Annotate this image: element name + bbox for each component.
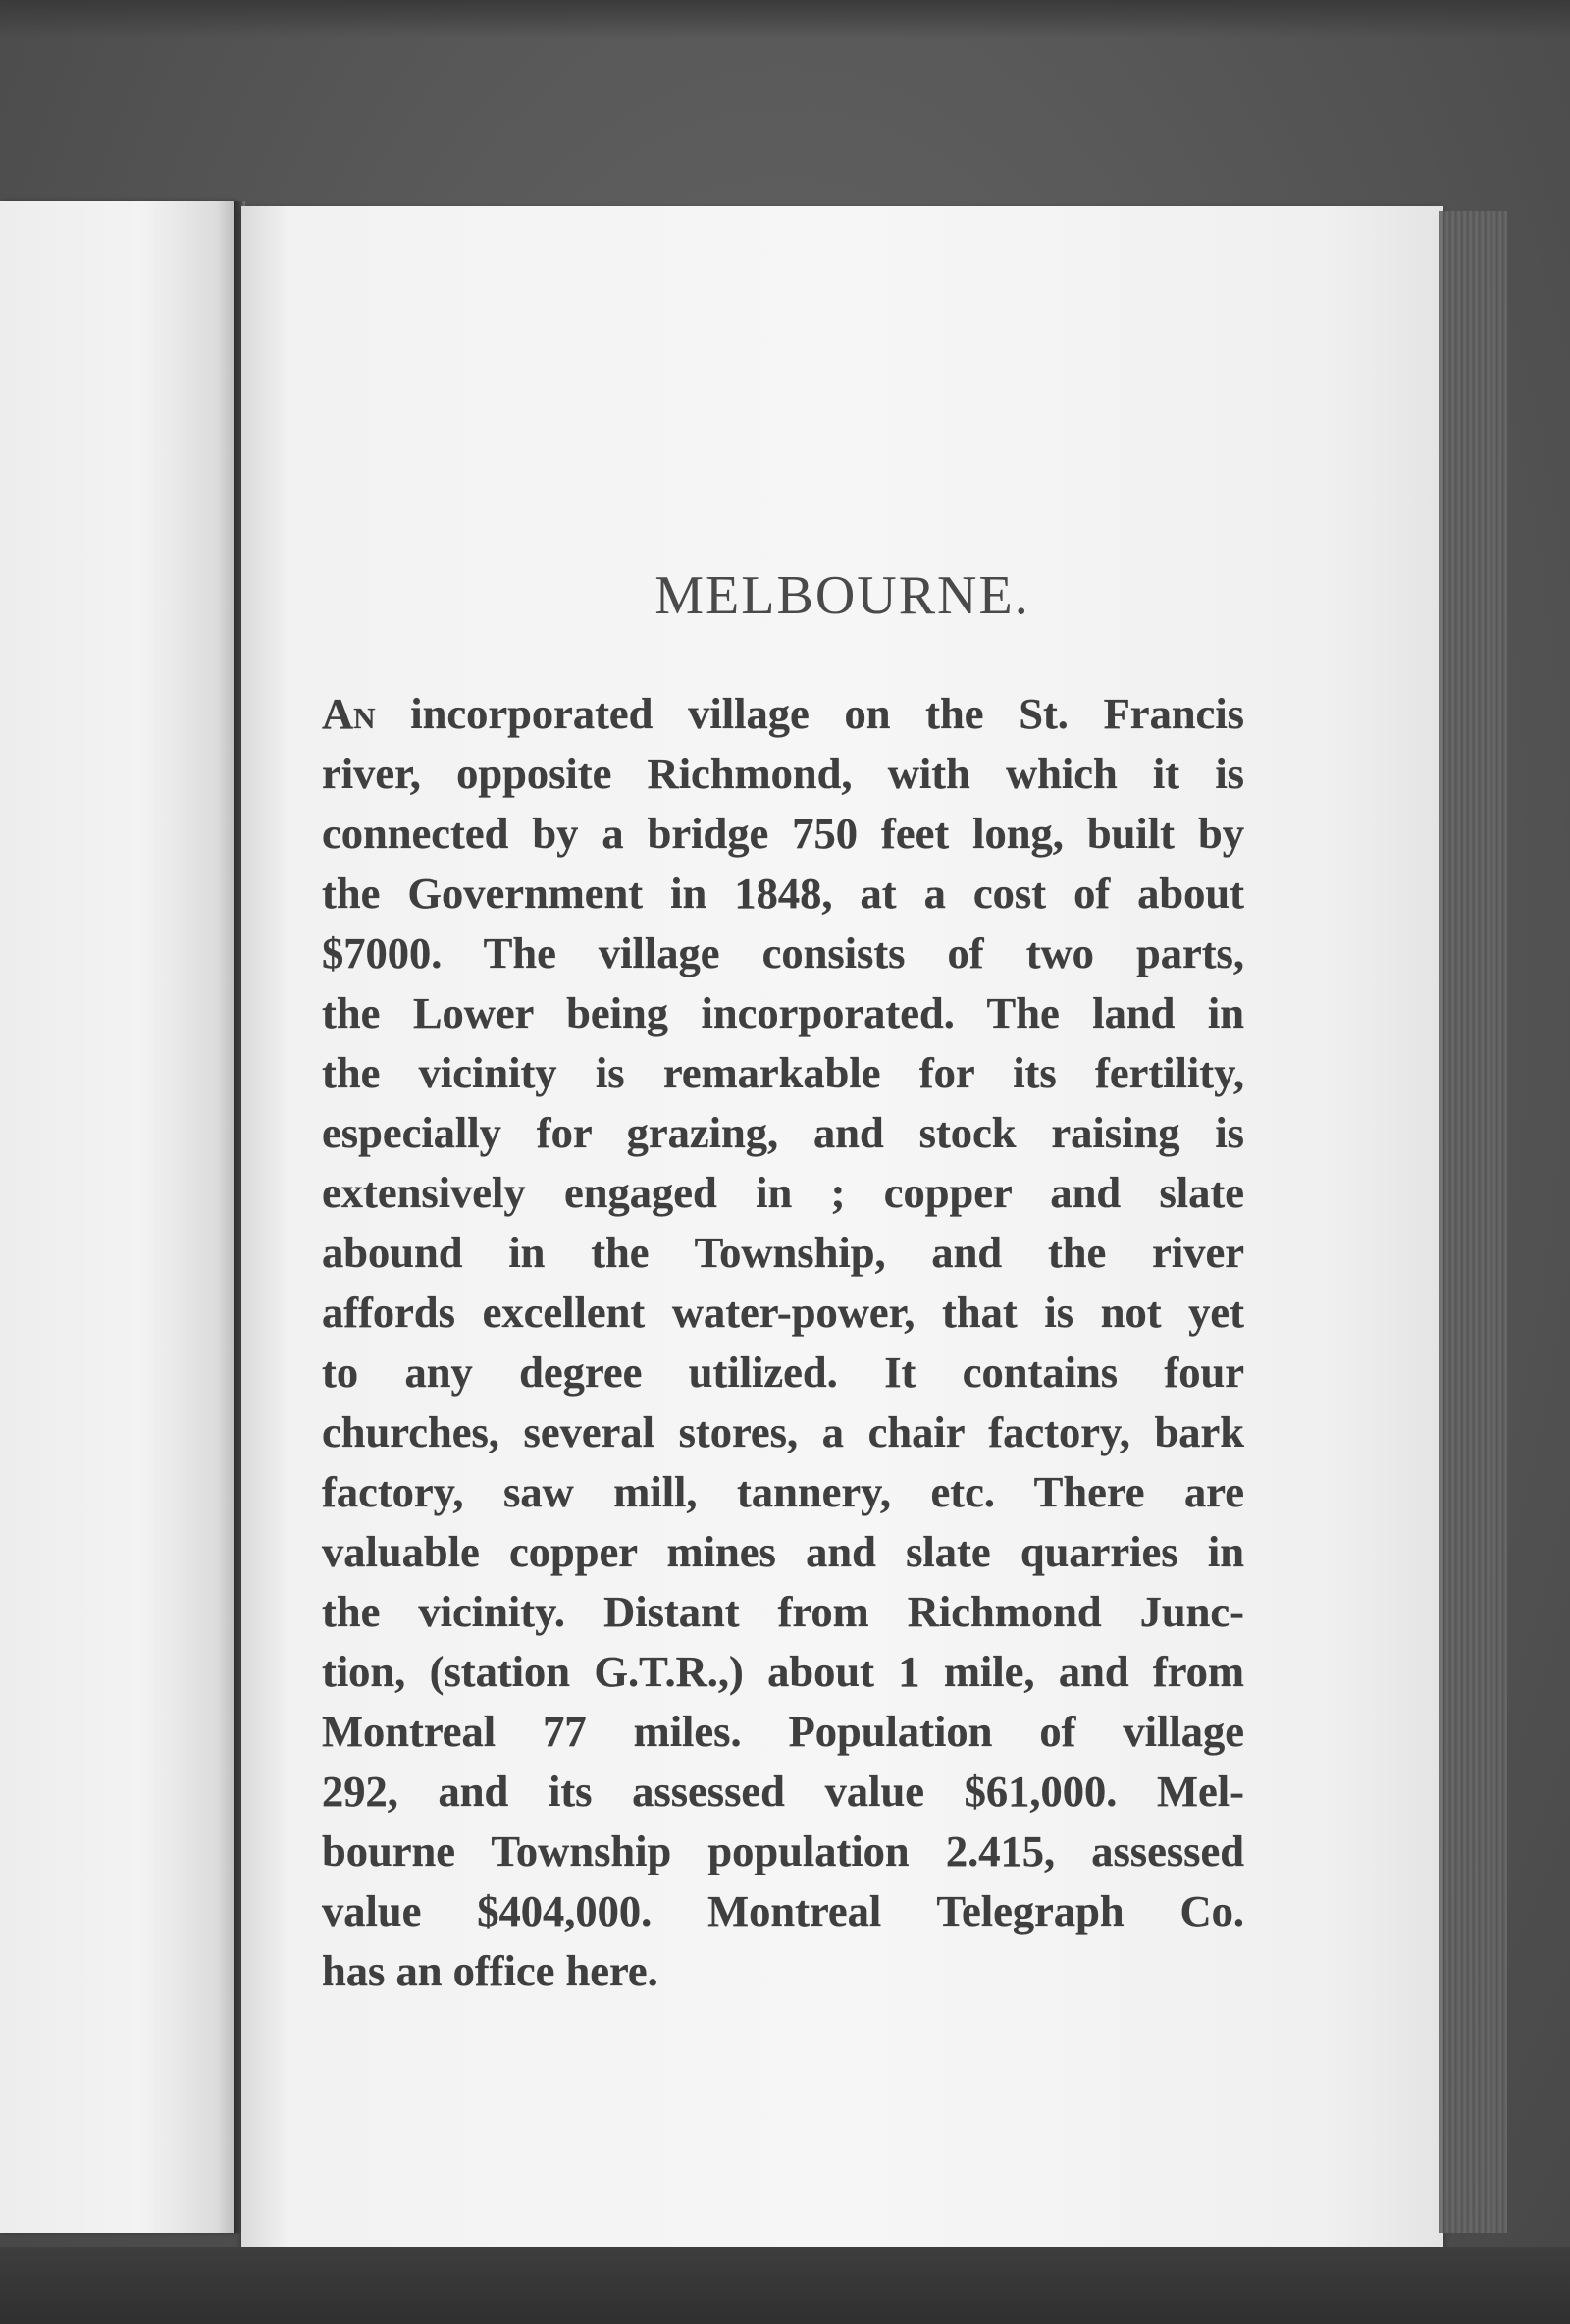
text-line: the vicinity. Distant from Richmond Junc- — [322, 1587, 1244, 1636]
text-line: has an office here. — [322, 1946, 658, 1995]
text-line: An incorporated village on the St. Francis — [322, 689, 1244, 738]
text-line: the Lower being incorporated. The land in — [322, 988, 1244, 1037]
body-paragraph — [322, 684, 1244, 2001]
text-line: Montreal 77 miles. Population of village — [322, 1707, 1244, 1756]
text-line: churches, several stores, a chair factory, bark — [322, 1407, 1244, 1456]
text-line: valuable copper mines and slate quarries in — [322, 1527, 1244, 1576]
text-line: 292, and its assessed value $61,000. Mel- — [322, 1767, 1244, 1816]
lead-word: An — [322, 689, 376, 738]
page-edges — [1439, 211, 1507, 2233]
text-line: extensively engaged in ; copper and slate — [322, 1168, 1244, 1217]
text-line: to any degree utilized. It contains four — [322, 1347, 1244, 1397]
text-line: affords excellent water-power, that is not yet — [322, 1288, 1244, 1337]
text-line: the Government in 1848, at a cost of about — [322, 869, 1244, 918]
text-line: value $404,000. Montreal Telegraph Co. — [322, 1886, 1244, 1935]
text-line: factory, saw mill, tannery, etc. There are — [322, 1467, 1244, 1516]
text-line: tion, (station G.T.R.,) about 1 mile, and from — [322, 1647, 1244, 1696]
text-line: the vicinity is remarkable for its fertility, — [322, 1048, 1244, 1097]
bottom-band — [0, 2247, 1570, 2324]
top-shadow — [0, 0, 1570, 39]
text-line: river, opposite Richmond, with which it is — [322, 749, 1244, 798]
text-line: bourne Township population 2.415, assessed — [322, 1826, 1244, 1875]
text-line: abound in the Township, and the river — [322, 1228, 1244, 1277]
left-page — [0, 201, 236, 2233]
text-line: $7000. The village consists of two parts, — [322, 928, 1244, 977]
page-title: MELBOURNE. — [654, 565, 1030, 626]
text-line: especially for grazing, and stock raising is — [322, 1108, 1244, 1157]
text-line: connected by a bridge 750 feet long, built by — [322, 809, 1244, 858]
